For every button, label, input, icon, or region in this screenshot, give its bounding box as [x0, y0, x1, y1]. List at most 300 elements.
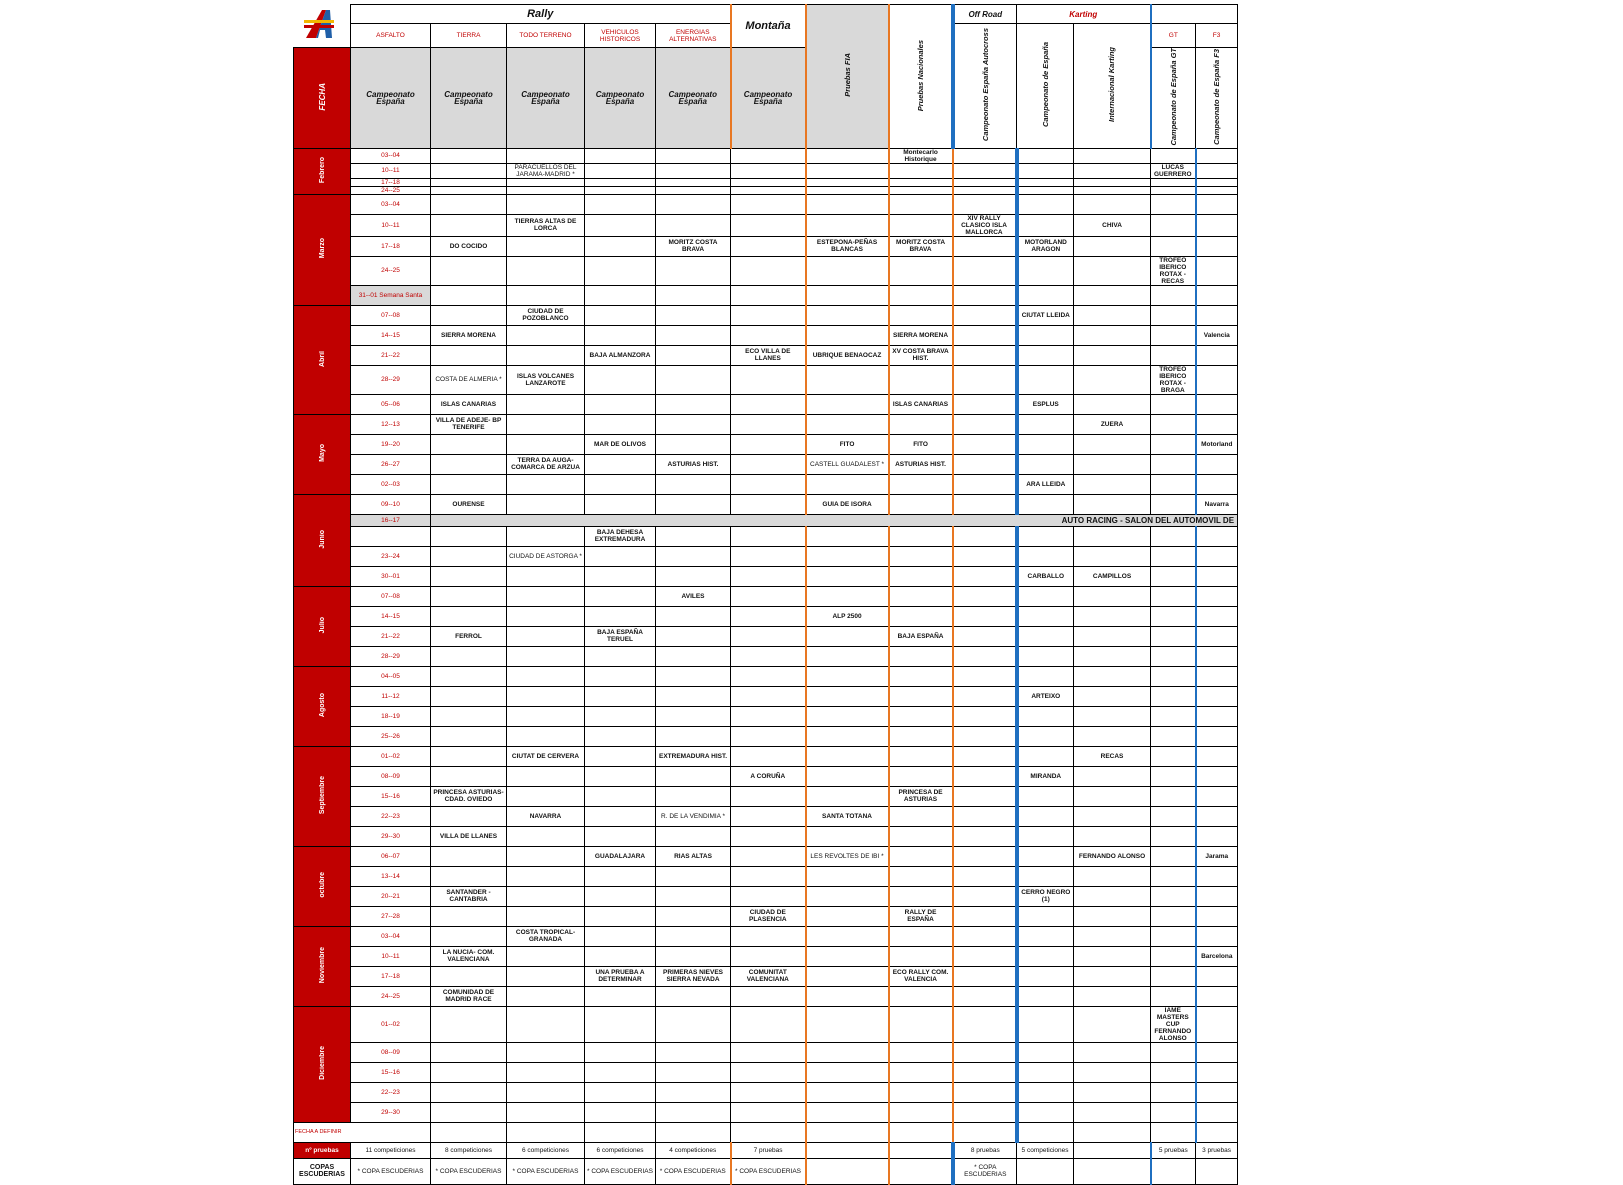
event-montana [806, 194, 889, 214]
event-energias [731, 546, 806, 566]
event-todo-terreno [585, 1042, 656, 1062]
event-asfalto [431, 866, 507, 886]
event-gt [1196, 586, 1238, 606]
event-todo-terreno [585, 1006, 656, 1042]
event-karting-esp [1074, 454, 1151, 474]
event-nacionales [953, 494, 1017, 514]
event-asfalto [431, 285, 507, 305]
event-tierra: CIUDAD DE POZOBLANCO [507, 305, 585, 325]
event-montana [806, 214, 889, 236]
event-karting-int [1151, 194, 1196, 214]
event-tierra [507, 726, 585, 746]
event-autocross [1017, 194, 1074, 214]
event-fia: PRINCESA DE ASTURIAS [889, 786, 953, 806]
event-todo-terreno: UNA PRUEBA A DETERMINAR [585, 966, 656, 986]
date-cell: 22--23 [351, 806, 431, 826]
copa-cell: * COPA ESCUDERIAS [731, 1158, 806, 1184]
event-todo-terreno [585, 566, 656, 586]
event-energias [731, 186, 806, 194]
event-historicos [656, 786, 731, 806]
event-montana [806, 305, 889, 325]
event-gt [1196, 646, 1238, 666]
event-montana [806, 1006, 889, 1042]
event-autocross [1017, 726, 1074, 746]
event-karting-int [1151, 566, 1196, 586]
event-gt [1196, 454, 1238, 474]
event-tierra: TERRA DA AUGA- COMARCA DE ARZUA [507, 454, 585, 474]
event-montana [806, 163, 889, 178]
event-karting-int [1151, 686, 1196, 706]
event-karting-int [1151, 394, 1196, 414]
event-karting-int [1151, 214, 1196, 236]
event-karting-esp [1074, 236, 1151, 256]
event-nacionales [953, 325, 1017, 345]
event-karting-esp [1074, 906, 1151, 926]
month-label: Febrero [294, 148, 351, 194]
event-karting-int [1151, 186, 1196, 194]
event-gt [1196, 1006, 1238, 1042]
event-karting-esp [1074, 866, 1151, 886]
calendar-row [294, 454, 1238, 474]
event-asfalto [431, 1122, 507, 1142]
event-karting-int [1151, 178, 1196, 186]
event-nacionales [953, 1102, 1017, 1122]
event-fia [889, 1062, 953, 1082]
event-karting-esp: FERNANDO ALONSO [1074, 846, 1151, 866]
event-tierra: TIERRAS ALTAS DE LORCA [507, 214, 585, 236]
month-label: Julio [294, 586, 351, 666]
event-autocross [1017, 494, 1074, 514]
total-cell [806, 1142, 889, 1158]
event-montana [806, 365, 889, 394]
event-autocross: MOTORLAND ARAGON [1017, 236, 1074, 256]
copa-cell: * COPA ESCUDERIAS [431, 1158, 507, 1184]
event-asfalto [431, 526, 507, 546]
event-todo-terreno [585, 926, 656, 946]
event-asfalto [431, 178, 507, 186]
event-tierra [507, 826, 585, 846]
calendar-row [294, 746, 1238, 766]
event-nacionales [953, 546, 1017, 566]
date-cell: 31--01 Semana Santa [351, 285, 431, 305]
event-historicos [656, 186, 731, 194]
calendar-row [294, 163, 1238, 178]
event-todo-terreno: GUADALAJARA [585, 846, 656, 866]
group-blank [1151, 5, 1238, 24]
event-gt [1196, 1102, 1238, 1122]
copa-cell [806, 1158, 889, 1184]
event-tierra [507, 686, 585, 706]
event-gt: Motorland [1196, 434, 1238, 454]
event-gt [1196, 786, 1238, 806]
sub-gt: GT [1151, 24, 1196, 48]
event-asfalto [431, 186, 507, 194]
event-asfalto: PRINCESA ASTURIAS- CDAD. OVIEDO [431, 786, 507, 806]
event-karting-esp [1074, 194, 1151, 214]
event-nacionales [953, 566, 1017, 586]
calendar-row [294, 986, 1238, 1006]
event-gt [1196, 726, 1238, 746]
event-nacionales [953, 726, 1017, 746]
event-historicos [656, 706, 731, 726]
event-historicos [656, 1006, 731, 1042]
event-gt [1196, 163, 1238, 178]
event-todo-terreno [585, 186, 656, 194]
event-historicos [656, 946, 731, 966]
event-fia [889, 256, 953, 285]
date-cell: 15--16 [351, 786, 431, 806]
event-montana: FITO [806, 434, 889, 454]
event-historicos [656, 285, 731, 305]
event-karting-int [1151, 866, 1196, 886]
event-nacionales [953, 1042, 1017, 1062]
event-energias [731, 414, 806, 434]
event-nacionales [953, 646, 1017, 666]
event-todo-terreno [585, 305, 656, 325]
event-gt [1196, 926, 1238, 946]
date-cell: 29--30 [351, 826, 431, 846]
total-cell: 6 competiciones [585, 1142, 656, 1158]
totals-label: nº pruebas [294, 1142, 351, 1158]
event-energias [731, 256, 806, 285]
event-fia [889, 746, 953, 766]
event-nacionales [953, 986, 1017, 1006]
event-autocross [1017, 546, 1074, 566]
calendar-row [294, 305, 1238, 325]
event-fia: Montecarlo Historique [889, 148, 953, 163]
copa-cell: * COPA ESCUDERIAS [953, 1158, 1017, 1184]
event-todo-terreno [585, 986, 656, 1006]
event-tierra [507, 566, 585, 586]
event-montana [806, 766, 889, 786]
event-montana [806, 178, 889, 186]
date-cell: 20--21 [351, 886, 431, 906]
event-energias [731, 178, 806, 186]
event-nacionales [953, 1122, 1017, 1142]
event-energias [731, 365, 806, 394]
event-historicos [656, 163, 731, 178]
event-tierra: COSTA TROPICAL- GRANADA [507, 926, 585, 946]
event-karting-esp [1074, 686, 1151, 706]
event-asfalto [431, 766, 507, 786]
event-todo-terreno [585, 826, 656, 846]
event-nacionales [953, 606, 1017, 626]
event-karting-int: TROFEO IBERICO ROTAX -RECAS [1151, 256, 1196, 285]
event-energias [731, 1006, 806, 1042]
camp-asfalto: Campeonato España [351, 48, 431, 149]
event-tierra [507, 626, 585, 646]
event-todo-terreno [585, 726, 656, 746]
copa-cell: * COPA ESCUDERIAS [585, 1158, 656, 1184]
event-fia: ECO RALLY COM. VALENCIA [889, 966, 953, 986]
month-label: octubre [294, 846, 351, 926]
calendar-row [294, 666, 1238, 686]
calendar-row [294, 256, 1238, 285]
calendar-row [294, 214, 1238, 236]
event-energias: COMUNITAT VALENCIANA [731, 966, 806, 986]
event-tierra [507, 766, 585, 786]
event-gt: Barcelona [1196, 946, 1238, 966]
event-nacionales [953, 666, 1017, 686]
event-karting-int [1151, 726, 1196, 746]
event-tierra [507, 474, 585, 494]
event-todo-terreno: BAJA ALMANZORA [585, 345, 656, 365]
total-cell: 8 competiciones [431, 1142, 507, 1158]
event-energias [731, 566, 806, 586]
calendar-row [294, 474, 1238, 494]
event-gt [1196, 214, 1238, 236]
event-fia [889, 706, 953, 726]
event-nacionales [953, 766, 1017, 786]
event-autocross [1017, 826, 1074, 846]
event-energias [731, 163, 806, 178]
event-todo-terreno [585, 886, 656, 906]
event-asfalto: LA NUCIA- COM. VALENCIANA [431, 946, 507, 966]
event-fia [889, 866, 953, 886]
date-cell: 17--18 [351, 966, 431, 986]
event-energias [731, 806, 806, 826]
event-fia [889, 1122, 953, 1142]
date-cell: 01--02 [351, 1006, 431, 1042]
month-label: Junio [294, 494, 351, 586]
date-cell: 10--11 [351, 946, 431, 966]
event-energias [731, 826, 806, 846]
group-montana: Montaña [731, 5, 806, 48]
event-autocross [1017, 148, 1074, 163]
event-todo-terreno [585, 178, 656, 186]
event-energias [731, 236, 806, 256]
event-energias [731, 148, 806, 163]
event-karting-esp [1074, 966, 1151, 986]
event-historicos [656, 526, 731, 546]
event-karting-int [1151, 236, 1196, 256]
event-gt: Jarama [1196, 846, 1238, 866]
calendar-row [294, 394, 1238, 414]
event-karting-esp [1074, 986, 1151, 1006]
copa-cell [1017, 1158, 1074, 1184]
event-autocross [1017, 1102, 1074, 1122]
event-energias [731, 1082, 806, 1102]
date-cell: 29--30 [351, 1102, 431, 1122]
event-nacionales [953, 586, 1017, 606]
event-autocross: CARBALLO [1017, 566, 1074, 586]
event-historicos: EXTREMADURA HIST. [656, 746, 731, 766]
event-montana [806, 1042, 889, 1062]
event-historicos [656, 434, 731, 454]
event-karting-esp: CHIVA [1074, 214, 1151, 236]
logo [294, 5, 351, 48]
event-autocross [1017, 345, 1074, 365]
event-asfalto [431, 566, 507, 586]
event-montana [806, 1082, 889, 1102]
event-karting-int [1151, 345, 1196, 365]
event-asfalto [431, 726, 507, 746]
event-karting-esp [1074, 946, 1151, 966]
event-autocross: CIUTAT LLEIDA [1017, 305, 1074, 325]
event-historicos: AVILES [656, 586, 731, 606]
calendar-row [294, 514, 1238, 526]
event-asfalto: SANTANDER - CANTABRIA [431, 886, 507, 906]
event-montana [806, 666, 889, 686]
calendar-row [294, 345, 1238, 365]
event-montana: GUIA DE ISORA [806, 494, 889, 514]
event-nacionales [953, 826, 1017, 846]
event-todo-terreno [585, 786, 656, 806]
event-karting-int: TROFEO IBERICO ROTAX -BRAGA [1151, 365, 1196, 394]
event-todo-terreno [585, 394, 656, 414]
event-historicos [656, 1062, 731, 1082]
date-cell: 03--04 [351, 926, 431, 946]
event-todo-terreno [585, 325, 656, 345]
event-autocross [1017, 646, 1074, 666]
event-energias [731, 866, 806, 886]
event-energias [731, 285, 806, 305]
calendar-body [294, 148, 1238, 1142]
total-cell: 8 pruebas [953, 1142, 1017, 1158]
event-karting-esp [1074, 826, 1151, 846]
event-fia [889, 646, 953, 666]
header-karting-espana: Campeonato de España [1017, 24, 1074, 149]
event-nacionales [953, 906, 1017, 926]
event-todo-terreno [585, 454, 656, 474]
event-historicos [656, 414, 731, 434]
total-cell [889, 1142, 953, 1158]
copa-cell: * COPA ESCUDERIAS [507, 1158, 585, 1184]
event-karting-esp [1074, 365, 1151, 394]
event-montana [806, 546, 889, 566]
event-nacionales [953, 365, 1017, 394]
event-karting-int [1151, 586, 1196, 606]
event-asfalto [431, 926, 507, 946]
event-fia: BAJA ESPAÑA [889, 626, 953, 646]
event-fia [889, 586, 953, 606]
event-autocross [1017, 178, 1074, 186]
event-energias [731, 1062, 806, 1082]
event-historicos [656, 474, 731, 494]
calendar-row [294, 285, 1238, 305]
event-gt [1196, 305, 1238, 325]
event-tierra [507, 706, 585, 726]
event-band: AUTO RACING - SALON DEL AUTOMOVIL DE [431, 514, 1238, 526]
event-karting-int [1151, 454, 1196, 474]
event-karting-int [1151, 746, 1196, 766]
copa-cell [1196, 1158, 1238, 1184]
event-montana: LES REVOLTES DE IBI * [806, 846, 889, 866]
event-montana [806, 746, 889, 766]
event-todo-terreno [585, 1122, 656, 1142]
event-gt [1196, 966, 1238, 986]
event-karting-int [1151, 148, 1196, 163]
event-energias [731, 394, 806, 414]
date-cell: 04--05 [351, 666, 431, 686]
event-fia [889, 566, 953, 586]
event-montana [806, 1102, 889, 1122]
event-historicos [656, 566, 731, 586]
calendar-row [294, 866, 1238, 886]
event-energias [731, 986, 806, 1006]
date-cell: 08--09 [351, 1042, 431, 1062]
event-karting-esp [1074, 626, 1151, 646]
event-historicos [656, 606, 731, 626]
event-karting-esp [1074, 1042, 1151, 1062]
event-tierra [507, 866, 585, 886]
event-fia [889, 666, 953, 686]
event-montana [806, 566, 889, 586]
event-karting-esp [1074, 148, 1151, 163]
event-todo-terreno [585, 474, 656, 494]
event-nacionales [953, 345, 1017, 365]
event-tierra [507, 946, 585, 966]
event-nacionales [953, 285, 1017, 305]
event-karting-int [1151, 886, 1196, 906]
event-karting-esp [1074, 806, 1151, 826]
event-fia: FITO [889, 434, 953, 454]
event-tierra [507, 194, 585, 214]
header-pruebas-nacionales: Pruebas Nacionales [889, 5, 953, 149]
event-historicos: MORITZ COSTA BRAVA [656, 236, 731, 256]
event-tierra [507, 886, 585, 906]
event-montana [806, 646, 889, 666]
event-todo-terreno [585, 806, 656, 826]
event-karting-int [1151, 325, 1196, 345]
total-cell: 5 pruebas [1151, 1142, 1196, 1158]
date-cell: 16--17 [351, 514, 431, 526]
event-fia [889, 926, 953, 946]
event-energias [731, 586, 806, 606]
copa-cell: * COPA ESCUDERIAS [351, 1158, 431, 1184]
event-autocross: ARTEIXO [1017, 686, 1074, 706]
event-historicos: ASTURIAS HIST. [656, 454, 731, 474]
event-nacionales: XIV RALLY CLASICO ISLA MALLORCA [953, 214, 1017, 236]
event-gt [1196, 826, 1238, 846]
event-karting-esp [1074, 766, 1151, 786]
event-fia [889, 1006, 953, 1042]
event-montana [806, 906, 889, 926]
date-cell: 03--04 [351, 148, 431, 163]
date-cell: 10--11 [351, 163, 431, 178]
month-label: Septiembre [294, 746, 351, 846]
month-label: Noviembre [294, 926, 351, 1006]
event-asfalto: VILLA DE ADEJE- BP TENERIFE [431, 414, 507, 434]
date-cell: 10--11 [351, 214, 431, 236]
sub-todo-terreno: TODO TERRENO [507, 24, 585, 48]
event-todo-terreno [585, 586, 656, 606]
calendar-row [294, 886, 1238, 906]
event-gt [1196, 1062, 1238, 1082]
event-tierra [507, 494, 585, 514]
event-gt [1196, 186, 1238, 194]
event-todo-terreno: BAJA DEHESA EXTREMADURA [585, 526, 656, 546]
event-karting-esp [1074, 546, 1151, 566]
event-gt [1196, 686, 1238, 706]
event-karting-int: IAME MASTERS CUP FERNANDO ALONSO [1151, 1006, 1196, 1042]
event-historicos [656, 345, 731, 365]
event-tierra: NAVARRA [507, 806, 585, 826]
calendar-row [294, 1062, 1238, 1082]
event-montana: SANTA TOTANA [806, 806, 889, 826]
event-karting-esp [1074, 345, 1151, 365]
event-historicos [656, 494, 731, 514]
event-tierra [507, 606, 585, 626]
month-label: Agosto [294, 666, 351, 746]
event-nacionales [953, 454, 1017, 474]
event-karting-int [1151, 1062, 1196, 1082]
event-autocross [1017, 946, 1074, 966]
event-autocross [1017, 186, 1074, 194]
event-todo-terreno [585, 365, 656, 394]
event-tierra: PARACUELLOS DEL JARAMA-MADRID * [507, 163, 585, 178]
event-nacionales [953, 474, 1017, 494]
